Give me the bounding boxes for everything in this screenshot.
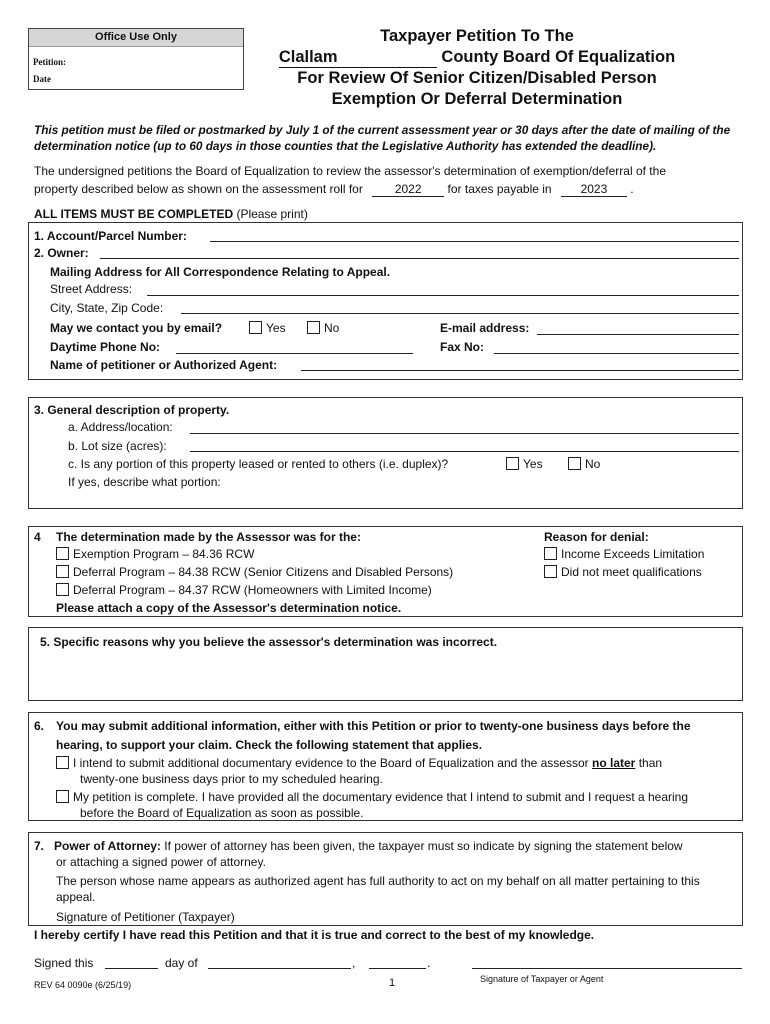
city-label: City, State, Zip Code:: [50, 301, 164, 315]
leased-yes-checkbox[interactable]: [506, 457, 519, 470]
poa-title: Power of Attorney:: [54, 839, 161, 853]
email-no-label: No: [324, 321, 340, 335]
signed-comma: ,: [352, 956, 356, 970]
deferral-8438-checkbox[interactable]: [56, 565, 69, 578]
street-input[interactable]: [147, 295, 739, 296]
determination-title: The determination made by the Assessor was for the:: [56, 530, 361, 544]
leased-question: c. Is any portion of this property leased or rented to others (i.e. duplex)?: [68, 457, 449, 471]
phone-label: Daytime Phone No:: [50, 340, 161, 354]
exemption-option[interactable]: [56, 546, 254, 562]
title-line2-rest: County Board Of Equalization: [441, 47, 676, 66]
payable-year-field[interactable]: 2023: [561, 182, 627, 197]
address-input[interactable]: [190, 433, 739, 434]
account-label: 1. Account/Parcel Number:: [34, 229, 187, 243]
poa-number: 7.: [34, 839, 45, 853]
qualifications-checkbox[interactable]: [544, 565, 557, 578]
email-address-label: E-mail address:: [440, 321, 530, 335]
evidence-option1-checkbox[interactable]: [56, 756, 69, 769]
all-items-note: [34, 206, 308, 222]
email-no-checkbox[interactable]: [307, 321, 320, 334]
statement-line2: [34, 181, 634, 197]
all-items-rest: (Please print): [236, 207, 308, 221]
determination-number: 4: [34, 530, 41, 544]
attach-notice: Please attach a copy of the Assessor's determination notice.: [56, 601, 402, 615]
signed-period: .: [427, 956, 431, 970]
petitioner-input[interactable]: [301, 370, 739, 371]
street-label: Street Address:: [50, 282, 133, 296]
petitioner-signature-label: Signature of Petitioner (Taxpayer): [56, 910, 235, 924]
statement-period: .: [630, 182, 634, 196]
evidence-option1-text: I intend to submit additional documentary evidence to the Board of Equalization and the assessor: [73, 756, 589, 770]
title-line1: Taxpayer Petition To The: [380, 27, 574, 45]
leased-no-label: No: [585, 457, 601, 471]
email-yes-label: Yes: [266, 321, 286, 335]
poa-line1: [34, 838, 683, 854]
leased-no-checkbox[interactable]: [568, 457, 581, 470]
address-label: a. Address/location:: [68, 420, 173, 434]
signed-month-input[interactable]: [208, 968, 351, 969]
reason-income[interactable]: [544, 546, 704, 562]
taxpayer-signature-input[interactable]: [472, 968, 742, 969]
property-title: 3. General description of property.: [34, 403, 230, 417]
filing-deadline-notice: This petition must be filed or postmarked by July 1 of the current assessment year or 30 days after the date of mailing of the determination notice (up to 60 days in those counties that the Legislative Authority has extended the deadline).: [34, 123, 731, 153]
evidence-number: 6.: [34, 719, 45, 733]
evidence-option2-cont: before the Board of Equalization as soon as possible.: [80, 806, 364, 820]
exemption-label: Exemption Program – 84.36 RCW: [73, 547, 255, 561]
deferral-8438-option[interactable]: [56, 564, 453, 580]
no-later-emphasis: no later: [592, 756, 636, 770]
page-title: [262, 26, 692, 109]
office-use-box: [28, 28, 244, 90]
form-number: REV 64 0090e (6/25/19): [34, 980, 132, 990]
county-name: Clallam: [279, 47, 437, 69]
signed-year-input[interactable]: [369, 968, 426, 969]
owner-label: 2. Owner:: [34, 246, 89, 260]
leased-yes-label: Yes: [523, 457, 543, 471]
fax-label: Fax No:: [440, 340, 485, 354]
poa-line3: The person whose name appears as authorized agent has full authority to act on my behalf on all matter pertaining to this: [56, 874, 700, 888]
day-of-label: day of: [165, 956, 198, 970]
deferral-8437-label: Deferral Program – 84.37 RCW (Homeowners with Limited Income): [73, 583, 432, 597]
reason-title: Reason for denial:: [544, 530, 649, 544]
lot-size-input[interactable]: [190, 451, 739, 452]
petitioner-label: Name of petitioner or Authorized Agent:: [50, 358, 278, 372]
office-date-label: Date: [33, 74, 51, 84]
taxpayer-signature-label: Signature of Taxpayer or Agent: [480, 974, 604, 984]
fax-input[interactable]: [494, 353, 739, 354]
signed-day-input[interactable]: [105, 968, 158, 969]
statement-line2-text: property described below as shown on the assessment roll for: [34, 182, 363, 196]
office-use-title: Office Use Only: [29, 29, 243, 47]
portion-label: If yes, describe what portion:: [68, 475, 221, 489]
certify-statement: I hereby certify I have read this Petition and that it is true and correct to the best of my knowledge.: [34, 928, 595, 942]
income-label: Income Exceeds Limitation: [561, 547, 705, 561]
phone-input[interactable]: [176, 353, 413, 354]
statement-line2-payable: for taxes payable in: [447, 182, 552, 196]
email-contact-label: May we contact you by email?: [50, 321, 223, 335]
statement-line1: The undersigned petitions the Board of Equalization to review the assessor's determination of exemption/deferral of the: [34, 164, 666, 178]
account-input[interactable]: [210, 241, 739, 242]
leased-yes[interactable]: [506, 456, 543, 472]
lot-size-label: b. Lot size (acres):: [68, 439, 167, 453]
office-petition-label: Petition:: [33, 57, 66, 67]
reason-qualifications[interactable]: [544, 564, 702, 580]
exemption-checkbox[interactable]: [56, 547, 69, 560]
assessment-year-field[interactable]: 2022: [372, 182, 444, 197]
evidence-line2: hearing, to support your claim. Check the following statement that applies.: [56, 738, 483, 752]
evidence-option2-text: My petition is complete. I have provided all the documentary evidence that I intend to submit and I request a hearing: [73, 790, 689, 804]
evidence-line1: You may submit additional information, either with this Petition or prior to twenty-one business days before the: [56, 719, 691, 733]
income-checkbox[interactable]: [544, 547, 557, 560]
leased-no[interactable]: [568, 456, 600, 472]
owner-input[interactable]: [100, 258, 739, 259]
email-yes-checkbox[interactable]: [249, 321, 262, 334]
evidence-option2[interactable]: [56, 789, 688, 805]
evidence-option1-than: than: [638, 756, 663, 770]
mailing-label: Mailing Address for All Correspondence Relating to Appeal.: [50, 265, 391, 279]
deferral-8437-checkbox[interactable]: [56, 583, 69, 596]
poa-text1: If power of attorney has been given, the taxpayer must so indicate by signing the statement below: [164, 839, 683, 853]
evidence-option1-cont: twenty-one business days prior to my scheduled hearing.: [80, 772, 383, 786]
title-line2: [262, 47, 692, 69]
deferral-8438-label: Deferral Program – 84.38 RCW (Senior Citizens and Disabled Persons): [73, 565, 454, 579]
reasons-title: 5. Specific reasons why you believe the assessor's determination was incorrect.: [40, 635, 498, 649]
email-contact-yes[interactable]: [249, 320, 286, 336]
all-items-bold: ALL ITEMS MUST BE COMPLETED: [34, 207, 234, 221]
poa-line2: or attaching a signed power of attorney.: [56, 855, 266, 869]
city-input[interactable]: [181, 313, 739, 314]
qualifications-label: Did not meet qualifications: [561, 565, 702, 579]
deferral-8437-option[interactable]: [56, 582, 432, 598]
email-address-input[interactable]: [537, 334, 739, 335]
evidence-option2-checkbox[interactable]: [56, 790, 69, 803]
evidence-option1[interactable]: [56, 755, 662, 771]
signed-this-label: Signed this: [34, 956, 94, 970]
poa-line4: appeal.: [56, 890, 96, 904]
title-line4: Exemption Or Deferral Determination: [331, 89, 623, 108]
title-line3: For Review Of Senior Citizen/Disabled Person: [297, 69, 657, 87]
email-contact-no[interactable]: [307, 320, 339, 336]
page-number: 1: [389, 977, 396, 989]
